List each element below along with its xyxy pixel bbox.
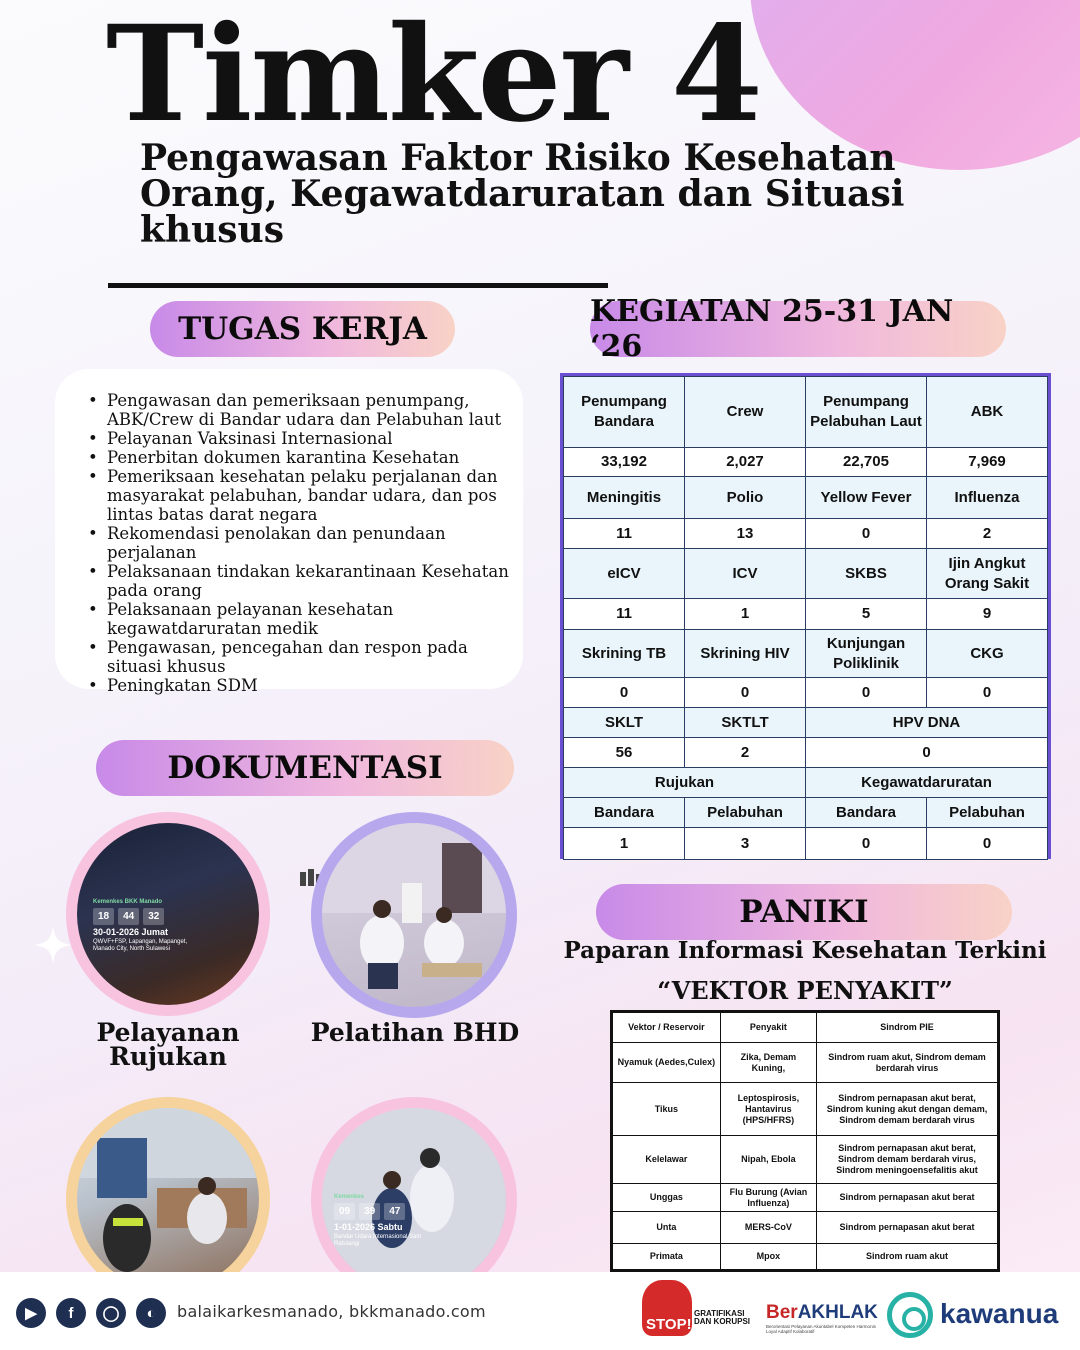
training-scene — [322, 823, 506, 1007]
list-item: • Rekomendasi penolakan dan penundaan perjalanan — [86, 524, 511, 562]
table-header-cell: Ijin Angkut Orang Sakit — [927, 549, 1048, 599]
table-header-cell: SKLT — [564, 708, 685, 738]
table-cell: Nipah, Ebola — [720, 1136, 816, 1184]
table-header-cell: Kegawatdaruratan — [806, 768, 1048, 798]
table-row — [564, 519, 1048, 549]
table-row — [564, 768, 1048, 798]
photo-stamp — [334, 1194, 444, 1248]
stamp-minute: 44 — [118, 908, 139, 925]
table-row — [613, 1244, 998, 1270]
table-header-cell: Bandara — [564, 798, 685, 828]
facebook-icon[interactable]: f — [56, 1298, 86, 1328]
social-links — [16, 1298, 166, 1328]
table-row — [564, 448, 1048, 477]
photo-image — [77, 823, 259, 1005]
table-header-cell: Pelabuhan — [685, 798, 806, 828]
table-cell: 56 — [564, 738, 685, 768]
globe-icon[interactable]: ◐ — [136, 1298, 166, 1328]
stamp-brand: Kemenkes BKK Manado — [93, 899, 163, 905]
table-header-cell: Penumpang Bandara — [564, 377, 685, 448]
stamp-date: 30-01-2026 Jumat — [93, 927, 169, 937]
table-cell: 11 — [564, 599, 685, 630]
stamp-minute: 39 — [359, 1203, 380, 1220]
list-item: • Peningkatan SDM — [86, 676, 511, 695]
table-cell: 0 — [806, 519, 927, 549]
kegiatan-heading: KEGIATAN 25-31 JAN ‘26 — [590, 301, 1006, 357]
photo-stamp — [93, 899, 203, 953]
table-cell: 33,192 — [564, 448, 685, 477]
table-header-cell: SKTLT — [685, 708, 806, 738]
berakhlak-logo — [766, 1302, 878, 1334]
kawanua-icon — [887, 1292, 933, 1338]
table-header-cell: Polio — [685, 477, 806, 519]
photo-image — [322, 823, 506, 1007]
table-cell: 1 — [564, 828, 685, 860]
table-row — [564, 798, 1048, 828]
table-cell: Sindrom ruam akut, Sindrom demam berdarah virus — [817, 1043, 998, 1083]
table-cell: 5 — [806, 599, 927, 630]
table-header-cell: Yellow Fever — [806, 477, 927, 519]
stamp-hour: 18 — [93, 908, 114, 925]
table-header-cell: HPV DNA — [806, 708, 1048, 738]
table-row — [564, 377, 1048, 448]
office-scene — [77, 1108, 259, 1290]
berakhlak-main: AKHLAK — [797, 1302, 878, 1323]
table-header-cell: Vektor / Reservoir — [613, 1013, 721, 1043]
table-row — [613, 1013, 998, 1043]
berakhlak-prefix: Ber — [766, 1302, 798, 1323]
table-header-cell: ICV — [685, 549, 806, 599]
tugas-kerja-heading: TUGAS KERJA — [150, 301, 455, 357]
table-cell: Leptospirosis, Hantavirus (HPS/HFRS) — [720, 1083, 816, 1136]
berakhlak-word — [766, 1302, 878, 1324]
table-cell: Sindrom pernapasan akut berat, Sindrom kuning akut dengan demam, Sindrom demam berdarah virus — [817, 1083, 998, 1136]
stamp-hour: 09 — [334, 1203, 355, 1220]
list-item: • Pelayanan Vaksinasi Internasional — [86, 429, 511, 448]
stamp-brand: Kemenkes — [334, 1194, 365, 1200]
table-cell: 22,705 — [806, 448, 927, 477]
table-row — [613, 1212, 998, 1244]
table-header-cell: Skrining TB — [564, 630, 685, 678]
photo-image — [322, 1108, 506, 1292]
table-header-cell: Crew — [685, 377, 806, 448]
dokumentasi-heading: DOKUMENTASI — [96, 740, 514, 796]
table-cell: Sindrom pernapasan akut berat, Sindrom demam berdarah virus, Sindrom meningoensefalitis akut — [817, 1136, 998, 1184]
table-header-cell: Skrining HIV — [685, 630, 806, 678]
table-cell: 2,027 — [685, 448, 806, 477]
table-row — [613, 1184, 998, 1212]
table-header-cell: SKBS — [806, 549, 927, 599]
stamp-time — [334, 1203, 444, 1220]
table-cell: 0 — [806, 738, 1048, 768]
table-header-cell: Influenza — [927, 477, 1048, 519]
list-item: • Pengawasan dan pemeriksaan penumpang, ABK/Crew di Bandar udara dan Pelabuhan laut — [86, 391, 511, 429]
table-header-cell: Meningitis — [564, 477, 685, 519]
page-subtitle: Pengawasan Faktor Risiko Kesehatan Orang, Kegawatdaruratan dan Situasi khusus — [140, 137, 905, 251]
table-row — [564, 708, 1048, 738]
table-header-cell: Bandara — [806, 798, 927, 828]
table-cell: 0 — [927, 828, 1048, 860]
table-cell: Primata — [613, 1244, 721, 1270]
tugas-list — [86, 391, 511, 695]
table-cell: 1 — [685, 599, 806, 630]
table-cell: 0 — [806, 678, 927, 708]
stop-gratifikasi-logo — [642, 1280, 752, 1340]
list-item: • Pemeriksaan kesehatan pelaku perjalanan dan masyarakat pelabuhan, bandar udara, dan pos lintas batas darat negara — [86, 467, 511, 524]
table-cell: Sindrom ruam akut — [817, 1244, 998, 1270]
table-header-cell: Penyakit — [720, 1013, 816, 1043]
caption-pelatihan-bhd: Pelatihan BHD — [310, 1018, 520, 1047]
table-cell: Mpox — [720, 1244, 816, 1270]
paniki-heading: PANIKI — [596, 884, 1012, 940]
table-header-cell: CKG — [927, 630, 1048, 678]
table-cell: Sindrom pernapasan akut berat — [817, 1184, 998, 1212]
kegiatan-table — [560, 373, 1051, 859]
table-header-cell: ABK — [927, 377, 1048, 448]
table-cell: Unggas — [613, 1184, 721, 1212]
table-cell: Sindrom pernapasan akut berat — [817, 1212, 998, 1244]
table-header-cell: Kunjungan Poliklinik — [806, 630, 927, 678]
table-cell: 2 — [927, 519, 1048, 549]
table-cell: Zika, Demam Kuning, — [720, 1043, 816, 1083]
list-item: • Pelaksanaan pelayanan kesehatan kegawatdaruratan medik — [86, 600, 511, 638]
caption-pelayanan-rujukan: Pelayanan Rujukan — [96, 1018, 240, 1071]
photo-image — [77, 1108, 259, 1290]
table-header-cell: eICV — [564, 549, 685, 599]
list-item: • Penerbitan dokumen karantina Kesehatan — [86, 448, 511, 467]
table-cell: 0 — [806, 828, 927, 860]
table-cell: 0 — [685, 678, 806, 708]
paniki-subtitle: Paparan Informasi Kesehatan Terkini — [563, 937, 1047, 964]
stamp-address: QWVF+FSP, Lapangan, Mapanget, Manado City, North Sulawesi — [93, 939, 188, 952]
table-row — [564, 828, 1048, 860]
table-row — [613, 1136, 998, 1184]
title-divider — [108, 283, 608, 288]
table-cell: Flu Burung (Avian Influenza) — [720, 1184, 816, 1212]
vektor-table — [610, 1010, 1000, 1272]
table-cell: MERS-CoV — [720, 1212, 816, 1244]
table-row — [564, 630, 1048, 678]
table-cell: 7,969 — [927, 448, 1048, 477]
photo-pelatihan-bhd — [311, 812, 517, 1018]
table-cell: Kelelawar — [613, 1136, 721, 1184]
table-row — [613, 1043, 998, 1083]
stamp-date: 1-01-2026 Sabtu — [334, 1222, 403, 1232]
table-cell: Tikus — [613, 1083, 721, 1136]
table-header-cell: Rujukan — [564, 768, 806, 798]
youtube-icon[interactable]: ▶ — [16, 1298, 46, 1328]
sparkle-icon — [34, 926, 72, 964]
table-header-cell: Penumpang Pelabuhan Laut — [806, 377, 927, 448]
table-row — [564, 599, 1048, 630]
table-row — [564, 738, 1048, 768]
stamp-second: 47 — [384, 1203, 405, 1220]
table-cell: 2 — [685, 738, 806, 768]
stamp-address: Bandar Udara Internasional Sam Ratulangi — [334, 1234, 422, 1247]
table-row — [564, 477, 1048, 519]
stamp-second: 32 — [143, 908, 164, 925]
table-row — [613, 1083, 998, 1136]
photo-pelayanan-rujukan — [66, 812, 270, 1016]
kawanua-wordmark: kawanua — [940, 1298, 1059, 1329]
table-cell: 0 — [927, 678, 1048, 708]
table-cell: 13 — [685, 519, 806, 549]
list-item: • Pelaksanaan tindakan kekarantinaan Kesehatan pada orang — [86, 562, 511, 600]
table-header-cell: Sindrom PIE — [817, 1013, 998, 1043]
table-cell: 3 — [685, 828, 806, 860]
stop-word: STOP! — [646, 1316, 692, 1333]
table-header-cell: Pelabuhan — [927, 798, 1048, 828]
vektor-title: “VEKTOR PENYAKIT” — [657, 976, 953, 1005]
table-row — [564, 549, 1048, 599]
photo-documentation-3 — [66, 1097, 270, 1301]
table-row — [564, 678, 1048, 708]
table-cell: Unta — [613, 1212, 721, 1244]
table-cell: 0 — [564, 678, 685, 708]
stamp-time — [93, 908, 203, 925]
footer-handles[interactable]: balaikarkesmanado, bkkmanado.com — [177, 1302, 486, 1321]
berakhlak-tagline: Berorientasi Pelayanan Akuntabel Kompeten Harmonis Loyal Adaptif Kolaboratif — [766, 1324, 876, 1334]
list-item: • Pengawasan, pencegahan dan respon pada situasi khusus — [86, 638, 511, 676]
instagram-icon[interactable]: ◯ — [96, 1298, 126, 1328]
table-cell: 9 — [927, 599, 1048, 630]
table-cell: Nyamuk (Aedes,Culex) — [613, 1043, 721, 1083]
stop-text: GRATIFIKASI DAN KORUPSI — [694, 1309, 751, 1326]
table-cell: 11 — [564, 519, 685, 549]
page-title: Timker 4 — [106, 0, 761, 152]
